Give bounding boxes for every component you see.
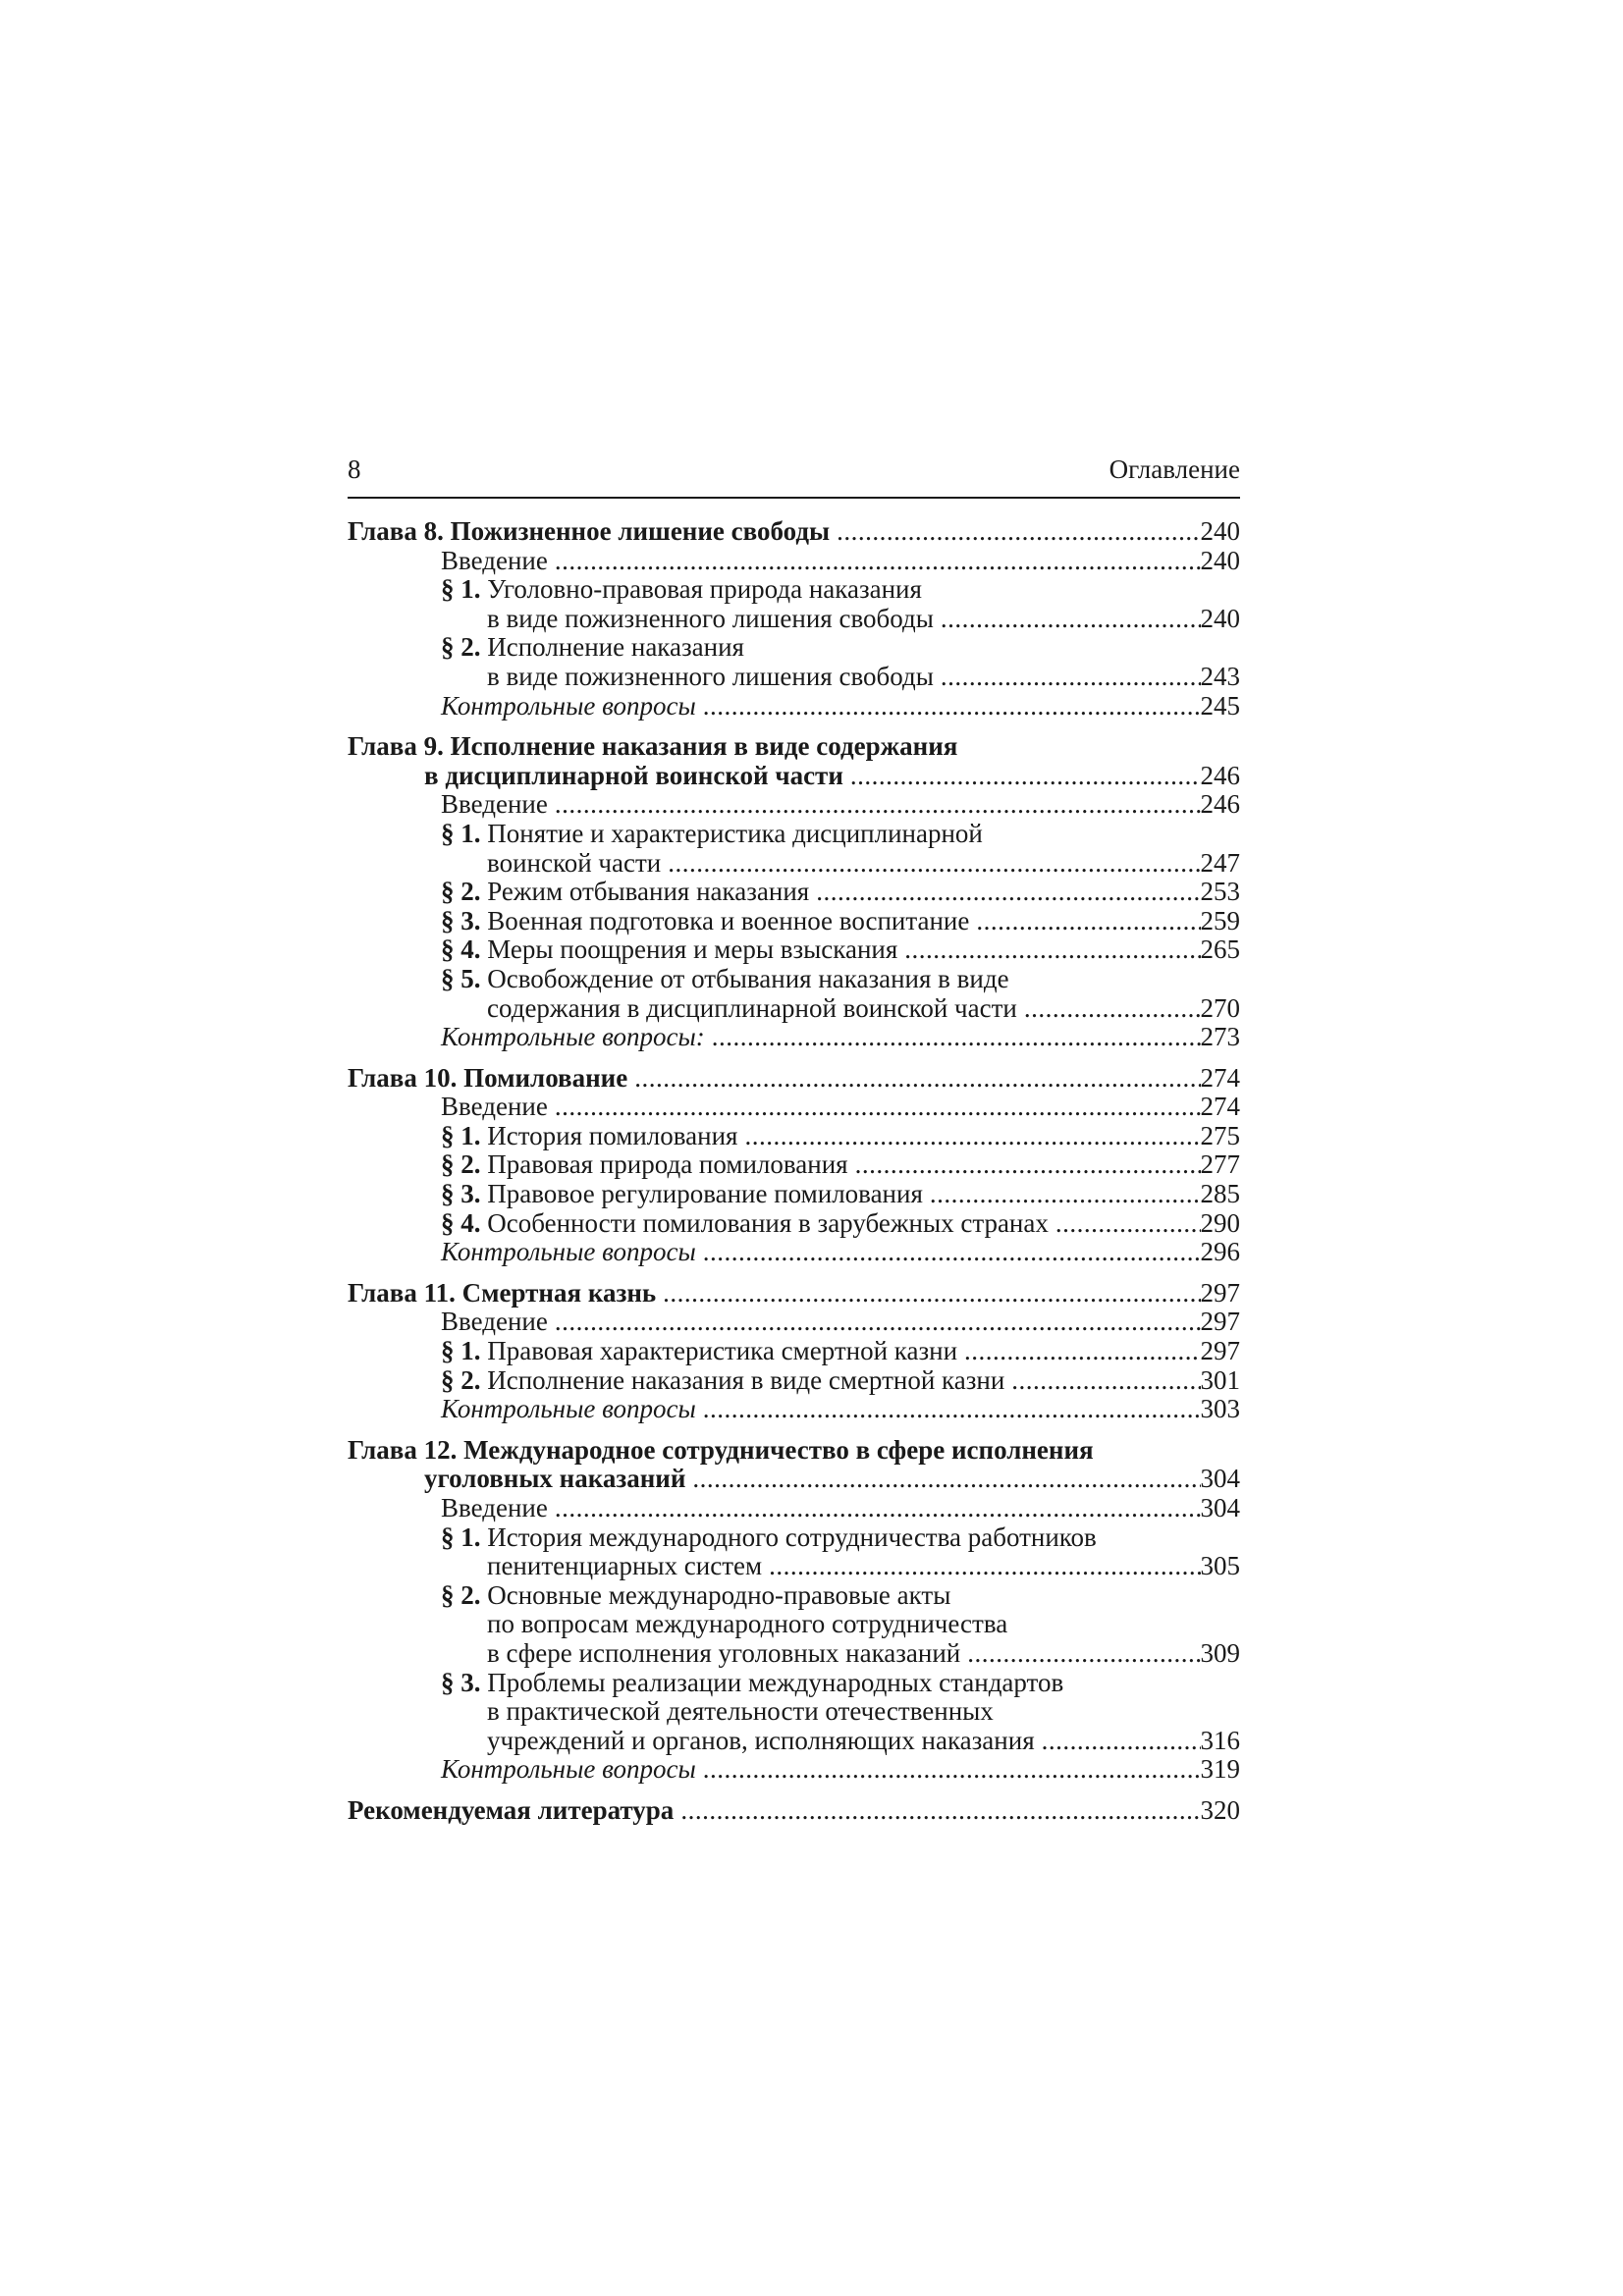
entry-page-number: 247: [1200, 847, 1240, 878]
dot-leader: [1011, 1366, 1200, 1396]
entry-title: в виде пожизненного лишения свободы: [487, 661, 934, 691]
dot-leader: [904, 935, 1200, 965]
entry-page-number: 275: [1200, 1120, 1240, 1150]
entry-page-number: 270: [1200, 992, 1240, 1023]
entry-title: Понятие и характеристика дисциплинарной: [487, 818, 983, 848]
toc-chapter-block: [348, 732, 1240, 1052]
entry-text: [487, 994, 1017, 1024]
toc-entry: [348, 762, 1240, 791]
entry-text: [441, 965, 1009, 994]
entry-page-number: 265: [1200, 934, 1240, 965]
toc-chapter-block: [348, 1436, 1240, 1785]
entry-text: [348, 1436, 1094, 1466]
entry-text: [441, 1669, 1063, 1698]
toc-entry: [348, 1523, 1240, 1553]
toc-entry: [348, 935, 1240, 965]
entry-text: [348, 1279, 656, 1308]
entry-page-number: 320: [1200, 1794, 1240, 1825]
toc-entry: [348, 732, 1240, 762]
toc-entry: [348, 965, 1240, 994]
entry-title: Контрольные вопросы: [441, 1754, 696, 1785]
entry-text: [424, 762, 843, 791]
entry-page-number: 296: [1200, 1237, 1240, 1267]
entry-prefix: Глава 9.: [348, 731, 451, 762]
dot-leader: [703, 1238, 1201, 1267]
entry-title: в практической деятельности отечественных: [487, 1696, 994, 1727]
running-title: Оглавление: [1109, 454, 1240, 484]
entry-title: Меры поощрения и меры взыскания: [487, 934, 898, 965]
entry-page-number: 246: [1200, 760, 1240, 790]
entry-page-number: 240: [1200, 603, 1240, 633]
toc-entry: [348, 517, 1240, 547]
entry-title: Введение: [441, 1493, 548, 1522]
dot-leader: [703, 1395, 1201, 1424]
entry-title: Правовое регулирование помилования: [487, 1179, 923, 1209]
dot-leader: [816, 878, 1200, 907]
toc-entry: [348, 907, 1240, 936]
entry-title: в сфере исполнения уголовных наказаний: [487, 1637, 961, 1668]
entry-title: Правовая характеристика смертной казни: [487, 1336, 958, 1366]
entry-page-number: 277: [1200, 1149, 1240, 1180]
entry-text: [441, 790, 548, 820]
entry-prefix: § 1.: [441, 1336, 488, 1366]
toc-entry: [348, 1395, 1240, 1424]
entry-text: [441, 878, 809, 907]
entry-text: [441, 1180, 923, 1209]
toc-entry: [348, 1180, 1240, 1209]
entry-page-number: 316: [1200, 1725, 1240, 1755]
entry-title: Освобождение от отбывания наказания в виде: [487, 963, 1009, 993]
entry-page-number: 309: [1200, 1637, 1240, 1668]
dot-leader: [555, 547, 1201, 576]
toc-entry: [348, 1209, 1240, 1239]
dot-leader: [634, 1064, 1200, 1094]
page-number: 8: [348, 454, 361, 484]
entry-title: Введение: [441, 1092, 548, 1122]
entry-page-number: 274: [1200, 1062, 1240, 1093]
dot-leader: [663, 1279, 1200, 1308]
entry-text: [348, 1796, 674, 1826]
toc-entry: [348, 878, 1240, 907]
dot-leader: [703, 692, 1201, 721]
dot-leader: [555, 1093, 1201, 1122]
entry-title: Проблемы реализации международных стандартов: [487, 1667, 1064, 1697]
entry-prefix: Глава 11.: [348, 1277, 462, 1308]
entry-text: [441, 907, 969, 936]
dot-leader: [941, 663, 1201, 692]
entry-text: [441, 1238, 696, 1267]
entry-page-number: 285: [1200, 1179, 1240, 1209]
entry-text: [487, 1727, 1035, 1756]
entry-prefix: § 3.: [441, 1667, 488, 1697]
entry-text: [487, 1639, 960, 1669]
entry-text: [424, 1465, 685, 1494]
entry-text: [441, 1494, 548, 1523]
toc-entry: [348, 1465, 1240, 1494]
table-of-contents: [348, 517, 1240, 1826]
entry-prefix: Глава 8.: [348, 516, 451, 546]
entry-page-number: 319: [1200, 1754, 1240, 1785]
dot-leader: [1024, 994, 1201, 1024]
entry-title: в виде пожизненного лишения свободы: [487, 603, 934, 633]
toc-entry: [348, 1279, 1240, 1308]
dot-leader: [1042, 1727, 1201, 1756]
toc-entry: [348, 1064, 1240, 1094]
dot-leader: [712, 1023, 1201, 1052]
toc-entry: [348, 692, 1240, 721]
entry-title: содержания в дисциплинарной воинской части: [487, 992, 1017, 1023]
toc-entry: [348, 1308, 1240, 1337]
entry-text: [441, 1023, 705, 1052]
dot-leader: [964, 1337, 1200, 1366]
entry-prefix: § 2.: [441, 632, 488, 663]
toc-entry: [348, 547, 1240, 576]
entry-title: воинской части: [487, 847, 662, 878]
entry-text: [441, 1150, 848, 1180]
toc-entry: [348, 849, 1240, 879]
entry-page-number: 240: [1200, 545, 1240, 575]
entry-text: [441, 820, 983, 849]
entry-prefix: § 2.: [441, 877, 488, 907]
entry-title: Пожизненное лишение свободы: [450, 516, 831, 546]
entry-title: учреждений и органов, исполняющих наказания: [487, 1725, 1035, 1755]
entry-text: [441, 1337, 957, 1366]
toc-chapter-block: [348, 1796, 1240, 1826]
dot-leader: [1055, 1209, 1201, 1239]
dot-leader: [967, 1639, 1200, 1669]
entry-title: Исполнение наказания в виде смертной казни: [487, 1364, 1005, 1395]
entry-text: [487, 1552, 762, 1581]
dot-leader: [855, 1150, 1201, 1180]
page-header: [348, 454, 1240, 499]
toc-entry: [348, 1581, 1240, 1611]
entry-title: История помилования: [487, 1120, 738, 1150]
entry-prefix: § 3.: [441, 905, 488, 935]
toc-entry: [348, 663, 1240, 692]
toc-entry: [348, 1238, 1240, 1267]
entry-title: по вопросам международного сотрудничества: [487, 1609, 1008, 1639]
entry-text: [441, 1395, 696, 1424]
entry-text: [441, 1755, 696, 1785]
entry-prefix: § 3.: [441, 1179, 488, 1209]
toc-entry: [348, 820, 1240, 849]
entry-page-number: 259: [1200, 905, 1240, 935]
toc-entry: [348, 1150, 1240, 1180]
toc-entry: [348, 1122, 1240, 1151]
entry-title: Введение: [441, 1307, 548, 1337]
toc-chapter-block: [348, 1064, 1240, 1267]
entry-text: [441, 1581, 950, 1611]
entry-prefix: § 5.: [441, 963, 488, 993]
toc-entry: [348, 1552, 1240, 1581]
dot-leader: [930, 1180, 1201, 1209]
entry-page-number: 301: [1200, 1364, 1240, 1395]
entry-text: [348, 517, 830, 547]
page-content: [348, 454, 1240, 1826]
entry-title: Смертная казнь: [461, 1277, 657, 1308]
entry-text: [441, 1308, 548, 1337]
dot-leader: [555, 790, 1201, 820]
entry-page-number: 243: [1200, 661, 1240, 691]
entry-prefix: Глава 12.: [348, 1434, 464, 1465]
entry-page-number: 274: [1200, 1092, 1240, 1122]
entry-page-number: 305: [1200, 1551, 1240, 1581]
entry-title: Исполнение наказания в виде содержания: [450, 731, 958, 762]
dot-leader: [555, 1494, 1201, 1523]
toc-entry: [348, 1755, 1240, 1785]
entry-prefix: § 1.: [441, 574, 488, 605]
dot-leader: [850, 762, 1201, 791]
entry-title: Контрольные вопросы: [441, 690, 696, 721]
dot-leader: [703, 1755, 1201, 1785]
dot-leader: [680, 1796, 1200, 1826]
entry-title: Помилование: [463, 1062, 628, 1093]
entry-text: [487, 605, 934, 634]
entry-text: [348, 1064, 627, 1094]
entry-title: Исполнение наказания: [487, 632, 744, 663]
toc-entry: [348, 994, 1240, 1024]
dot-leader: [744, 1122, 1200, 1151]
entry-title: Правовая природа помилования: [487, 1149, 848, 1180]
entry-prefix: § 2.: [441, 1149, 488, 1180]
entry-page-number: 290: [1200, 1207, 1240, 1238]
toc-entry: [348, 1366, 1240, 1396]
entry-text: [487, 849, 661, 879]
dot-leader: [692, 1465, 1200, 1494]
entry-text: [441, 575, 922, 605]
dot-leader: [941, 605, 1201, 634]
entry-text: [487, 1697, 994, 1727]
entry-text: [441, 692, 696, 721]
toc-entry: [348, 1639, 1240, 1669]
entry-prefix: § 1.: [441, 1120, 488, 1150]
toc-chapter-block: [348, 517, 1240, 721]
entry-page-number: 253: [1200, 877, 1240, 907]
entry-title: в дисциплинарной воинской части: [424, 760, 843, 790]
toc-entry: [348, 1669, 1240, 1698]
entry-page-number: 297: [1200, 1277, 1240, 1308]
entry-title: пенитенциарных систем: [487, 1551, 763, 1581]
entry-prefix: § 2.: [441, 1579, 488, 1610]
entry-title: Контрольные вопросы: [441, 1394, 696, 1424]
toc-entry: [348, 1727, 1240, 1756]
toc-entry: [348, 633, 1240, 663]
entry-title: Международное сотрудничество в сфере исполнения: [463, 1434, 1094, 1465]
toc-entry: [348, 1697, 1240, 1727]
entry-prefix: § 4.: [441, 1207, 488, 1238]
dot-leader: [837, 517, 1200, 547]
entry-title: Рекомендуемая литература: [348, 1794, 675, 1825]
entry-title: Основные международно-правовые акты: [487, 1579, 951, 1610]
entry-text: [441, 1523, 1097, 1553]
toc-entry: [348, 1337, 1240, 1366]
toc-entry: [348, 790, 1240, 820]
entry-title: Военная подготовка и военное воспитание: [487, 905, 970, 935]
entry-page-number: 303: [1200, 1394, 1240, 1424]
toc-entry: [348, 1796, 1240, 1826]
entry-text: [441, 935, 897, 965]
entry-page-number: 304: [1200, 1464, 1240, 1494]
entry-text: [441, 547, 548, 576]
dot-leader: [769, 1552, 1200, 1581]
entry-title: Режим отбывания наказания: [487, 877, 810, 907]
entry-text: [441, 1366, 1004, 1396]
entry-title: История международного сотрудничества работников: [487, 1522, 1097, 1552]
entry-prefix: § 1.: [441, 1522, 488, 1552]
entry-page-number: 240: [1200, 516, 1240, 546]
entry-title: Особенности помилования в зарубежных странах: [487, 1207, 1049, 1238]
entry-prefix: Глава 10.: [348, 1062, 464, 1093]
entry-title: Контрольные вопросы: [441, 1237, 696, 1267]
dot-leader: [668, 849, 1200, 879]
entry-prefix: § 4.: [441, 934, 488, 965]
entry-title: Введение: [441, 789, 548, 820]
entry-title: Контрольные вопросы:: [441, 1022, 705, 1052]
entry-prefix: § 2.: [441, 1364, 488, 1395]
toc-entry: [348, 1494, 1240, 1523]
entry-text: [441, 633, 744, 663]
entry-prefix: § 1.: [441, 818, 488, 848]
entry-text: [487, 663, 934, 692]
entry-page-number: 297: [1200, 1336, 1240, 1366]
entry-text: [441, 1122, 737, 1151]
toc-entry: [348, 575, 1240, 605]
toc-entry: [348, 1610, 1240, 1639]
entry-text: [348, 732, 957, 762]
entry-page-number: 304: [1200, 1493, 1240, 1522]
dot-leader: [555, 1308, 1201, 1337]
entry-page-number: 246: [1200, 789, 1240, 820]
toc-entry: [348, 1436, 1240, 1466]
toc-entry: [348, 605, 1240, 634]
entry-title: уголовных наказаний: [424, 1464, 686, 1494]
entry-text: [441, 1209, 1049, 1239]
entry-page-number: 273: [1200, 1022, 1240, 1052]
entry-title: Введение: [441, 545, 548, 575]
toc-entry: [348, 1023, 1240, 1052]
entry-page-number: 297: [1200, 1307, 1240, 1337]
entry-text: [487, 1610, 1007, 1639]
dot-leader: [976, 907, 1200, 936]
entry-text: [441, 1093, 548, 1122]
entry-page-number: 245: [1200, 690, 1240, 721]
entry-title: Уголовно-правовая природа наказания: [487, 574, 922, 605]
toc-entry: [348, 1093, 1240, 1122]
toc-chapter-block: [348, 1279, 1240, 1424]
